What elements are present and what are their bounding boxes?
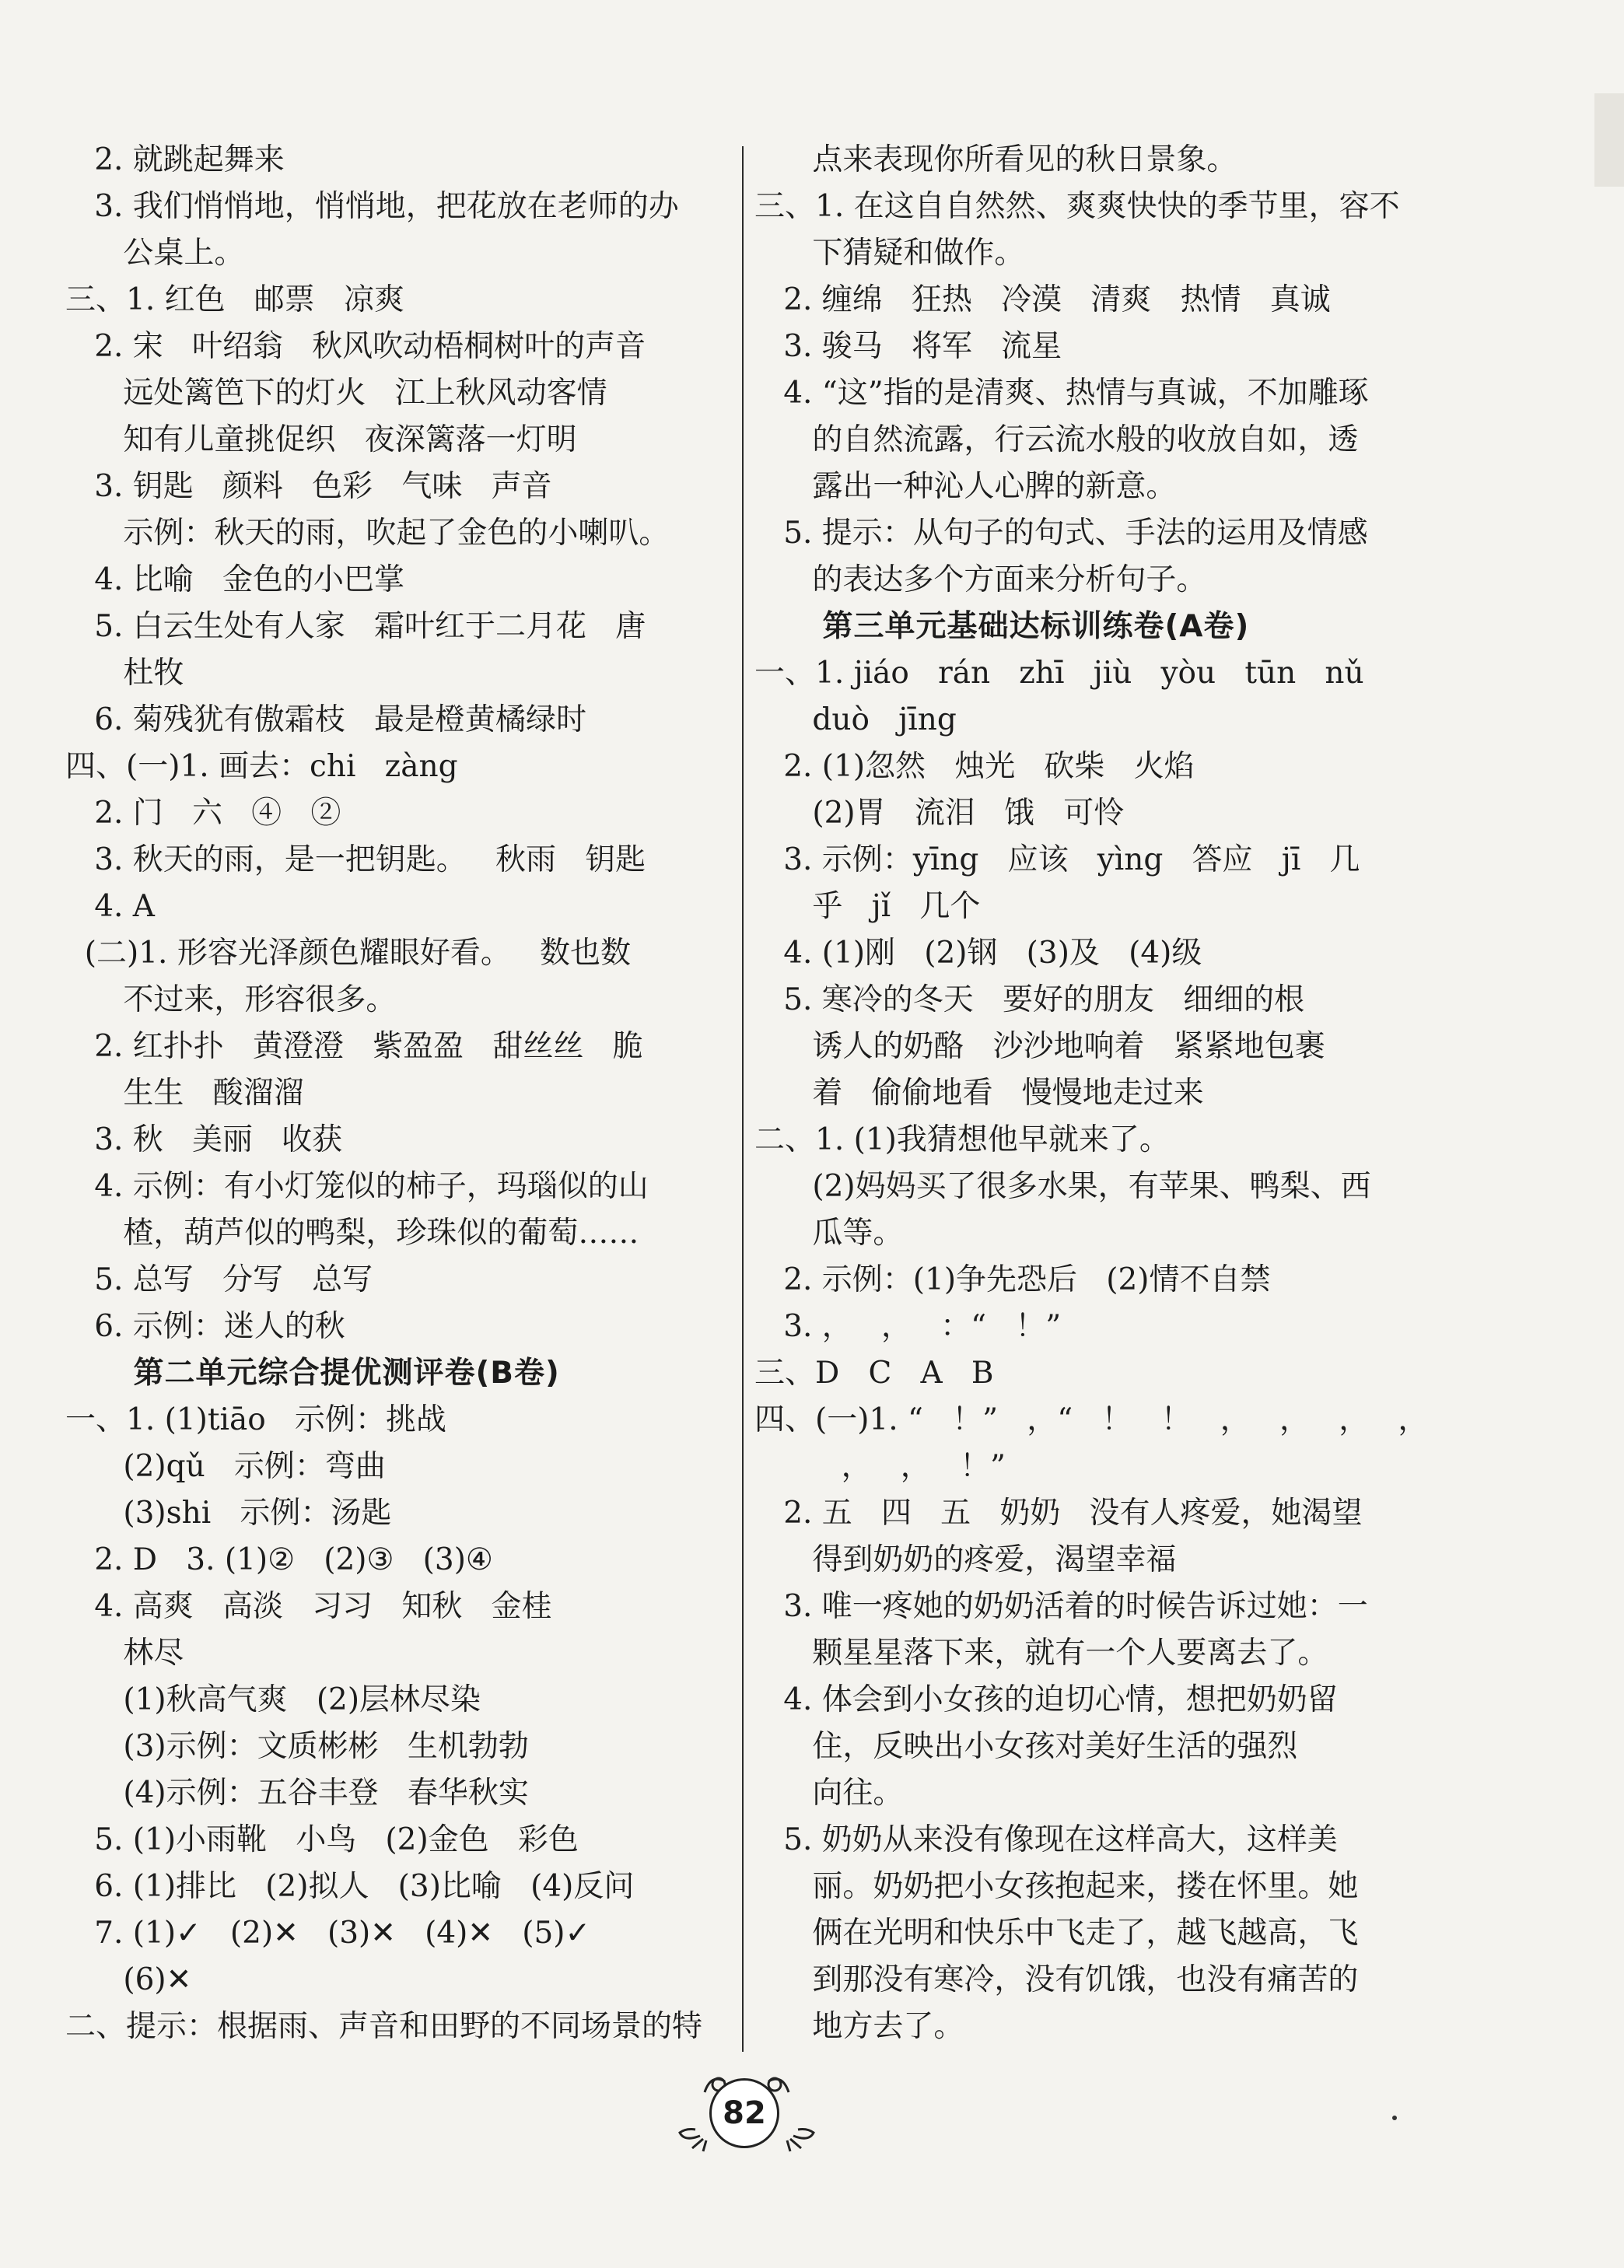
answer-line: 2. 门 六 ④ ② (65, 796, 341, 831)
answer-line: 不过来，形容很多。 (65, 982, 397, 1017)
answer-line: 5. 总写 分写 总写 (65, 1262, 373, 1297)
section-title: 第三单元基础达标训练卷(A卷) (754, 609, 1250, 644)
answer-line: 3. 秋天的雨，是一把钥匙。 秋雨 钥匙 (65, 842, 646, 877)
answer-line: duò jīng (754, 702, 957, 737)
answer-line: 林尽 (65, 1636, 184, 1671)
answer-line: 5. 提示：从句子的句式、手法的运用及情感 (754, 516, 1368, 551)
page-number: 82 (709, 2078, 779, 2148)
answer-line: 俩在光明和快乐中飞走了，越飞越高，飞 (754, 1916, 1359, 1951)
answer-line: 露出一种沁人心脾的新意。 (754, 469, 1177, 504)
section-title: 第二单元综合提优测评卷(B卷) (65, 1356, 560, 1391)
scan-edge-mark (1594, 93, 1624, 187)
answer-line: 杜牧 (65, 656, 184, 691)
answer-line: 二、提示：根据雨、声音和田野的不同场景的特 (65, 2009, 703, 2044)
answer-line: 颗星星落下来，就有一个人要离去了。 (754, 1636, 1328, 1671)
answer-line: 5. 寒冷的冬天 要好的朋友 细细的根 (754, 982, 1305, 1017)
answer-line: 到那没有寒冷，没有饥饿，也没有痛苦的 (754, 1962, 1359, 1997)
answer-line: 的表达多个方面来分析句子。 (754, 562, 1207, 597)
answer-line: (二)1. 形容光泽颜色耀眼好看。 数也数 (65, 936, 632, 971)
page-footer (669, 2061, 824, 2154)
answer-line: 6. 菊残犹有傲霜枝 最是橙黄橘绿时 (65, 702, 586, 737)
answer-line: 着 偷偷地看 慢慢地走过来 (754, 1076, 1204, 1111)
answer-line: 7. (1)✓ (2)✕ (3)✕ (4)✕ (5)✓ (65, 1916, 591, 1951)
answer-line: 3. 骏马 将军 流星 (754, 329, 1062, 364)
answer-line: 知有儿童挑促织 夜深篱落一灯明 (65, 422, 577, 457)
right-column (754, 137, 1431, 2050)
answer-line: (1)秋高气爽 (2)层林尽染 (65, 1682, 481, 1717)
answer-line: 瓜等。 (754, 1216, 904, 1251)
answer-line: 3. 秋 美丽 收获 (65, 1122, 343, 1157)
answer-line: 3. 唯一疼她的奶奶活着的时候告诉过她：一 (754, 1589, 1368, 1624)
answer-line: 5. (1)小雨靴 小鸟 (2)金色 彩色 (65, 1822, 579, 1857)
answer-line: 2. 红扑扑 黄澄澄 紫盈盈 甜丝丝 脆 (65, 1029, 643, 1064)
answer-line: 4. “这”指的是清爽、热情与真诚，不加雕琢 (754, 376, 1369, 411)
answer-line: 2. 就跳起舞来 (65, 142, 285, 177)
answer-line: 向往。 (754, 1776, 904, 1811)
answer-line: 一、1. (1)tiāo 示例：挑战 (65, 1402, 446, 1437)
answer-line: 2. 缠绵 狂热 冷漠 清爽 热情 真诚 (754, 282, 1331, 317)
answer-line: 3. 钥匙 颜料 色彩 气味 声音 (65, 469, 552, 504)
answer-line: (6)✕ (65, 1962, 192, 1997)
answer-line: 6. 示例：迷人的秋 (65, 1309, 345, 1344)
answer-line: 三、1. 红色 邮票 凉爽 (65, 282, 404, 317)
answer-line: (3)示例：文质彬彬 生机勃勃 (65, 1729, 529, 1764)
scan-dot (1392, 2116, 1397, 2120)
answer-line: 5. 白云生处有人家 霜叶红于二月花 唐 (65, 609, 646, 644)
answer-line: 2. 示例：(1)争先恐后 (2)情不自禁 (754, 1262, 1271, 1297)
answer-line: 楂，葫芦似的鸭梨，珍珠似的葡萄…… (65, 1216, 639, 1251)
answer-line: 3. ， ， ：“ ！” (754, 1309, 1062, 1344)
answer-line: 点来表现你所看见的秋日景象。 (754, 142, 1237, 177)
answer-line: 住，反映出小女孩对美好生活的强烈 (754, 1729, 1298, 1764)
answer-line: (2)qǔ 示例：弯曲 (65, 1449, 386, 1484)
answer-line: 地方去了。 (754, 2009, 964, 2044)
answer-line: 乎 jǐ 几个 (754, 889, 981, 924)
answer-line: 4. 体会到小女孩的迫切心情，想把奶奶留 (754, 1682, 1338, 1717)
answer-line: (3)shi 示例：汤匙 (65, 1496, 392, 1531)
column-divider (742, 146, 744, 2052)
answer-line: 远处篱笆下的灯火 江上秋风动客情 (65, 376, 607, 411)
answer-line: 一、1. jiáo rán zhī jiù yòu tūn nǔ (754, 656, 1364, 691)
answer-line: (4)示例：五谷丰登 春华秋实 (65, 1776, 529, 1811)
answer-line: ， ， ！” (754, 1449, 1006, 1484)
answer-line: 3. 示例：yīng 应该 yìng 答应 jī 几 (754, 842, 1360, 877)
answer-line: 公桌上。 (65, 236, 245, 271)
answer-line: 2. (1)忽然 烛光 砍柴 火焰 (754, 749, 1195, 784)
answer-line: 丽。奶奶把小女孩抱起来，搂在怀里。她 (754, 1869, 1359, 1904)
answer-line: 6. (1)排比 (2)拟人 (3)比喻 (4)反问 (65, 1869, 635, 1904)
answer-line: 四、(一)1. 画去：chi zàng (65, 749, 458, 784)
answer-line: 示例：秋天的雨，吹起了金色的小喇叭。 (65, 516, 670, 551)
answer-line: 4. 比喻 金色的小巴掌 (65, 562, 404, 597)
answer-line: 下猜疑和做作。 (754, 236, 1025, 271)
answer-line: 三、1. 在这自自然然、爽爽快快的季节里，容不 (754, 189, 1400, 224)
answer-line: 二、1. (1)我猜想他早就来了。 (754, 1122, 1170, 1157)
answer-line: 3. 我们悄悄地，悄悄地，把花放在老师的办 (65, 189, 679, 224)
answer-line: 的自然流露，行云流水般的收放自如，透 (754, 422, 1359, 457)
answer-line: 2. D 3. (1)② (2)③ (3)④ (65, 1542, 493, 1577)
answer-line: 5. 奶奶从来没有像现在这样高大，这样美 (754, 1822, 1338, 1857)
left-column (65, 137, 734, 2050)
answer-line: 2. 五 四 五 奶奶 没有人疼爱，她渴望 (754, 1496, 1363, 1531)
answer-line: 诱人的奶酪 沙沙地响着 紧紧地包裹 (754, 1029, 1325, 1064)
answer-line: 四、(一)1. “ ！” ，“ ！ ！ ， ， ， ， (754, 1402, 1429, 1437)
answer-line: 4. 高爽 高淡 习习 知秋 金桂 (65, 1589, 552, 1624)
answer-line: 生生 酸溜溜 (65, 1076, 304, 1111)
answer-line: 2. 宋 叶绍翁 秋风吹动梧桐树叶的声音 (65, 329, 646, 364)
answer-line: (2)妈妈买了很多水果，有苹果、鸭梨、西 (754, 1169, 1371, 1204)
answer-line: 4. 示例：有小灯笼似的柿子，玛瑙似的山 (65, 1169, 649, 1204)
answer-line: 得到奶奶的疼爱，渴望幸福 (754, 1542, 1177, 1577)
answer-line: 4. A (65, 889, 155, 924)
answer-line: 三、D C A B (754, 1356, 994, 1391)
answer-line: (2)胃 流泪 饿 可怜 (754, 796, 1125, 831)
answer-line: 4. (1)刚 (2)钢 (3)及 (4)级 (754, 936, 1202, 971)
